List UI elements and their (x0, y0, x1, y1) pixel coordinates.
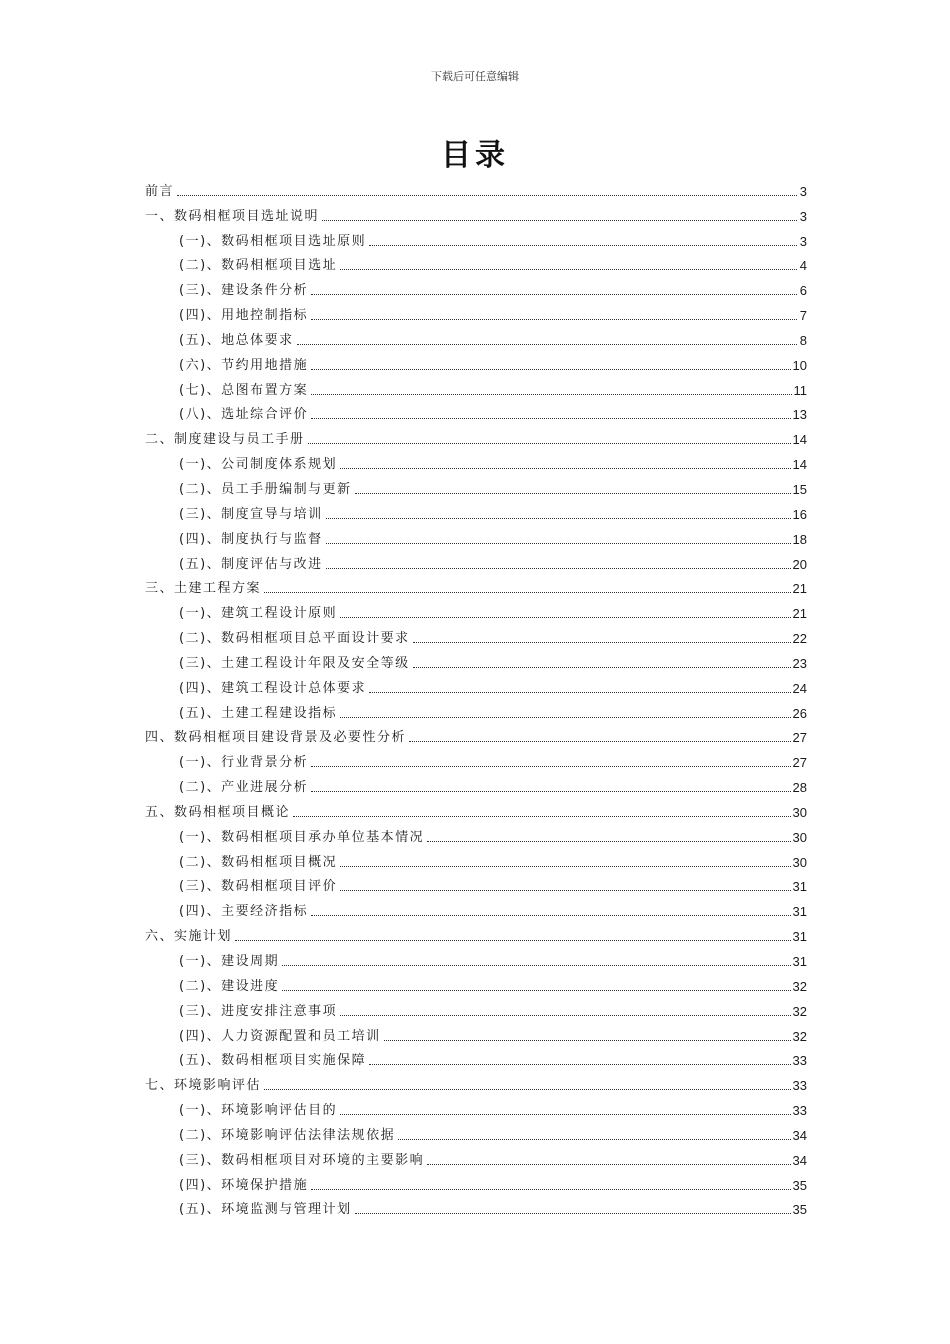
toc-entry-label: (五)、环境监测与管理计划 (179, 1202, 352, 1218)
toc-entry-page-number: 31 (792, 954, 807, 969)
toc-entry-label: (一)、环境影响评估目的 (179, 1103, 338, 1119)
dot-leader (340, 617, 790, 618)
toc-entry-label: 六、实施计划 (145, 929, 233, 945)
toc-entry-page-number: 13 (792, 407, 807, 423)
toc-entry[interactable] (145, 1194, 807, 1219)
toc-entry[interactable] (145, 274, 807, 299)
toc-entry-page-number: 8 (799, 332, 807, 348)
toc-entry-page-number: 34 (792, 1127, 807, 1143)
dot-leader (413, 667, 791, 668)
toc-entry-page-number: 31 (792, 904, 807, 920)
dot-leader (355, 493, 791, 494)
toc-entry[interactable] (145, 374, 807, 399)
dot-leader (311, 294, 797, 295)
dot-leader (297, 344, 797, 345)
toc-entry-page-number: 21 (792, 581, 807, 597)
toc-entry[interactable] (145, 200, 807, 225)
dot-leader (340, 468, 790, 469)
dot-leader (326, 543, 791, 544)
toc-entry[interactable] (145, 498, 807, 523)
toc-entry[interactable] (145, 672, 807, 697)
toc-entry-label: (三)、数码相框项目评价 (179, 879, 338, 895)
dot-leader (369, 1064, 790, 1065)
toc-entry[interactable] (145, 846, 807, 871)
dot-leader (264, 592, 791, 593)
toc-entry-page-number: 3 (799, 183, 807, 199)
dot-leader (355, 1213, 791, 1214)
toc-entry-label: 七、环境影响评估 (145, 1078, 262, 1094)
toc-entry-page-number: 7 (799, 308, 807, 324)
toc-entry[interactable] (145, 1119, 807, 1144)
toc-entry-page-number: 35 (792, 1202, 807, 1218)
toc-entry-page-number: 3 (799, 208, 807, 224)
toc-entry-page-number: 33 (792, 1078, 807, 1094)
toc-entry-label: (一)、数码相框项目选址原则 (179, 233, 367, 249)
toc-entry-label: (四)、用地控制指标 (179, 308, 309, 324)
toc-entry[interactable] (145, 423, 807, 448)
toc-entry-page-number: 18 (792, 531, 807, 547)
toc-entry-label: (二)、数码相框项目选址 (179, 258, 338, 274)
toc-entry[interactable] (145, 821, 807, 846)
dot-leader (293, 816, 791, 817)
toc-entry-label: (二)、员工手册编制与更新 (179, 481, 352, 497)
toc-entry[interactable] (145, 448, 807, 473)
toc-entry[interactable] (145, 299, 807, 324)
dot-leader (311, 1189, 790, 1190)
toc-entry-label: (四)、人力资源配置和员工培训 (179, 1028, 381, 1044)
toc-entry[interactable] (145, 995, 807, 1020)
dot-leader (322, 220, 797, 221)
header-note: 下载后可任意编辑 (431, 70, 519, 83)
dot-leader (311, 319, 797, 320)
dot-leader (340, 866, 790, 867)
dot-leader (340, 1114, 790, 1115)
toc-entry-page-number: 14 (792, 432, 807, 448)
toc-entry[interactable] (145, 597, 807, 622)
dot-leader (308, 443, 791, 444)
toc-entry-page-number: 31 (792, 879, 807, 895)
dot-leader (340, 269, 797, 270)
toc-entry[interactable] (145, 225, 807, 250)
toc-entry[interactable] (145, 1020, 807, 1045)
toc-entry-label: 三、土建工程方案 (145, 581, 262, 597)
toc-entry[interactable] (145, 1069, 807, 1094)
toc-entry[interactable] (145, 473, 807, 498)
toc-entry-page-number: 3 (799, 233, 807, 249)
toc-entry-label: (二)、建设进度 (179, 978, 280, 994)
dot-leader (340, 890, 790, 891)
toc-entry-page-number: 11 (793, 382, 807, 398)
toc-entry-page-number: 4 (799, 258, 807, 274)
toc-entry-page-number: 32 (792, 978, 807, 994)
toc-entry[interactable] (145, 1045, 807, 1070)
toc-entry-label: (六)、节约用地措施 (179, 357, 309, 373)
toc-entry-page-number: 34 (792, 1152, 807, 1168)
dot-leader (311, 369, 790, 370)
dot-leader (311, 394, 791, 395)
dot-leader (264, 1089, 791, 1090)
toc-entry-page-number: 30 (792, 854, 807, 870)
toc-entry[interactable] (145, 722, 807, 747)
toc-entry[interactable] (145, 399, 807, 424)
toc-entry-label: 四、数码相框项目建设背景及必要性分析 (145, 730, 407, 746)
toc-entry-label: (二)、环境影响评估法律法规依据 (179, 1127, 396, 1143)
toc-entry-label: (一)、行业背景分析 (179, 755, 309, 771)
toc-entry-page-number: 10 (792, 357, 807, 373)
dot-leader (177, 195, 797, 196)
toc-entry[interactable] (145, 523, 807, 548)
toc-entry-page-number: 14 (792, 457, 807, 473)
dot-leader (311, 915, 790, 916)
toc-entry-label: (三)、进度安排注意事项 (179, 1003, 338, 1019)
toc-entry-label: (一)、建设周期 (179, 954, 280, 969)
dot-leader (409, 741, 791, 742)
toc-entry-label: 一、数码相框项目选址说明 (145, 208, 320, 224)
toc-entry-page-number: 15 (792, 481, 807, 497)
dot-leader (340, 1015, 790, 1016)
toc-entry-page-number: 28 (792, 780, 807, 796)
toc-entry[interactable] (145, 573, 807, 598)
toc-entry[interactable] (145, 175, 807, 200)
toc-entry-page-number: 33 (792, 1053, 807, 1069)
dot-leader (311, 766, 790, 767)
toc-entry-label: (八)、选址综合评价 (179, 407, 309, 423)
toc-entry-label: (五)、数码相框项目实施保障 (179, 1053, 367, 1069)
toc-entry-page-number: 21 (792, 606, 807, 622)
toc-entry-page-number: 32 (792, 1028, 807, 1044)
toc-entry[interactable] (145, 771, 807, 796)
toc-entry-label: (二)、产业进展分析 (179, 780, 309, 796)
toc-entry-page-number: 35 (792, 1177, 807, 1193)
toc-entry-page-number: 27 (792, 730, 807, 746)
toc-entry-label: (一)、建筑工程设计原则 (179, 606, 338, 622)
dot-leader (384, 1040, 791, 1041)
dot-leader (427, 841, 790, 842)
toc-entry-page-number: 27 (792, 755, 807, 771)
toc-entry-page-number: 24 (792, 680, 807, 696)
toc-entry-label: (五)、地总体要求 (179, 332, 294, 348)
toc-entry[interactable] (145, 697, 807, 722)
toc-entry-page-number: 16 (792, 506, 807, 522)
toc-entry[interactable] (145, 1144, 807, 1169)
dot-leader (413, 642, 791, 643)
dot-leader (340, 717, 790, 718)
toc-entry[interactable] (145, 796, 807, 821)
toc-entry-label: 二、制度建设与员工手册 (145, 432, 305, 448)
dot-leader (398, 1139, 790, 1140)
toc-entry-label: 前言 (145, 183, 175, 199)
toc-entry-page-number: 22 (792, 631, 807, 647)
toc-entry-label: (四)、环境保护措施 (179, 1177, 309, 1193)
toc-entry-label: (五)、制度评估与改进 (179, 556, 323, 572)
toc-entry-label: (三)、制度宣导与培训 (179, 506, 323, 522)
toc-entry[interactable] (145, 945, 807, 970)
toc-entry[interactable] (145, 1169, 807, 1194)
dot-leader (326, 568, 791, 569)
toc-entry[interactable] (145, 349, 807, 374)
dot-leader (427, 1164, 790, 1165)
toc-entry[interactable] (145, 548, 807, 573)
dot-leader (282, 990, 790, 991)
toc-entry[interactable] (145, 920, 807, 945)
toc-entry-label: (一)、公司制度体系规划 (179, 457, 338, 473)
toc-entry-label: (四)、制度执行与监督 (179, 531, 323, 547)
toc-entry-label: 五、数码相框项目概论 (145, 804, 291, 820)
toc-entry-label: (三)、土建工程设计年限及安全等级 (179, 655, 410, 671)
toc-entry-label: (二)、数码相框项目总平面设计要求 (179, 631, 410, 647)
toc-entry-label: (三)、建设条件分析 (179, 283, 309, 299)
dot-leader (282, 965, 790, 966)
toc-entry-label: (四)、建筑工程设计总体要求 (179, 680, 367, 696)
toc-entry-page-number: 32 (792, 1003, 807, 1019)
toc-entry[interactable] (145, 970, 807, 995)
toc-entry[interactable] (145, 871, 807, 896)
toc-entry-label: (五)、土建工程建设指标 (179, 705, 338, 721)
dot-leader (326, 518, 791, 519)
toc-entry-page-number: 23 (792, 655, 807, 671)
toc-entry[interactable] (145, 746, 807, 771)
dot-leader (369, 692, 790, 693)
toc-entry-page-number: 31 (792, 929, 807, 945)
toc-title: 目录 (441, 138, 509, 173)
dot-leader (311, 418, 790, 419)
dot-leader (311, 791, 790, 792)
toc-entry-label: (一)、数码相框项目承办单位基本情况 (179, 829, 425, 845)
toc-entry[interactable] (145, 895, 807, 920)
toc-entry[interactable] (145, 1094, 807, 1119)
toc-entry-page-number: 20 (792, 556, 807, 572)
toc-entry-label: (四)、主要经济指标 (179, 904, 309, 920)
toc-entry-label: (七)、总图布置方案 (179, 382, 309, 398)
table-of-contents (145, 175, 807, 1218)
toc-entry[interactable] (145, 647, 807, 672)
toc-entry-label: (二)、数码相框项目概况 (179, 854, 338, 870)
toc-entry-page-number: 26 (792, 705, 807, 721)
toc-entry-label: (三)、数码相框项目对环境的主要影响 (179, 1152, 425, 1168)
toc-entry[interactable] (145, 622, 807, 647)
dot-leader (369, 245, 797, 246)
toc-entry-page-number: 33 (792, 1103, 807, 1119)
dot-leader (235, 940, 791, 941)
toc-entry-page-number: 30 (792, 804, 807, 820)
toc-entry[interactable] (145, 324, 807, 349)
toc-entry[interactable] (145, 250, 807, 275)
toc-entry-page-number: 30 (792, 829, 807, 845)
toc-entry-page-number: 6 (799, 283, 807, 299)
